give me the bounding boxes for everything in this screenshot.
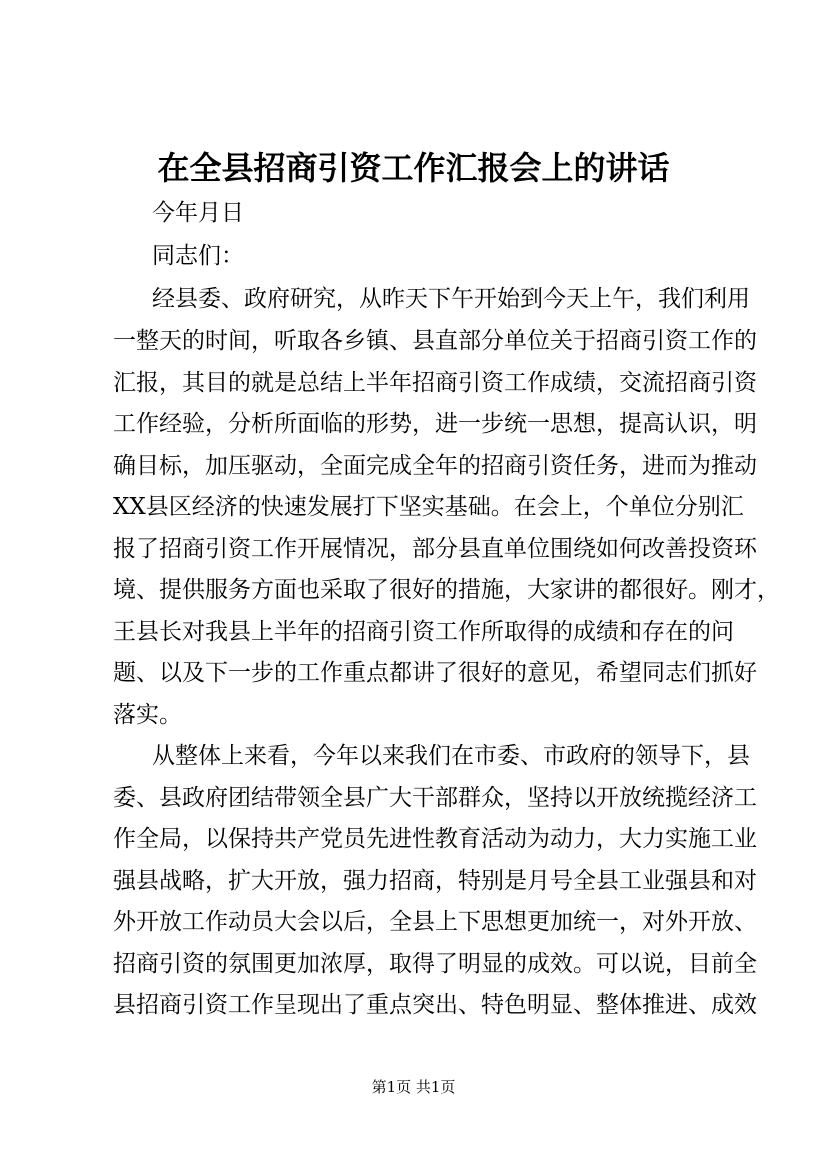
paragraph1-line-7: 报了招商引资工作开展情况，部分县直单位围绕如何改善投资环 [113, 536, 757, 562]
paragraph2-line-5: 外开放工作动员大会以后，全县上下思想更加统一，对外开放、 [113, 909, 757, 935]
page-number-footer: 第1页 共1页 [371, 1078, 456, 1096]
paragraph1-line-5: 确目标，加压驱动，全面完成全年的招商引资任务，进而为推动 [113, 453, 757, 479]
paragraph1-line-8: 境、提供服务方面也采取了很好的措施，大家讲的都很好。刚才， [113, 577, 780, 603]
paragraph2-line-6: 招商引资的氛围更加浓厚，取得了明显的成效。可以说，目前全 [113, 951, 757, 977]
salutation: 同志们： [152, 243, 244, 269]
document-title: 在全县招商引资工作汇报会上的讲话 [157, 149, 670, 187]
paragraph1-line-3: 汇报，其目的就是总结上半年招商引资工作成绩，交流招商引资 [113, 370, 757, 396]
paragraph1-line-1: 经县委、政府研究，从昨天下午开始到今天上午，我们利用 [152, 286, 750, 312]
paragraph1-line-6: XX县区经济的快速发展打下坚实基础。在会上，个单位分别汇 [113, 494, 744, 520]
paragraph1-line-4: 工作经验，分析所面临的形势，进一步统一思想，提高认识，明 [113, 411, 757, 437]
paragraph2-line-3: 作全局，以保持共产党员先进性教育活动为动力，大力实施工业 [113, 826, 757, 852]
paragraph2-line-4: 强县战略，扩大开放，强力招商，特别是月号全县工业强县和对 [113, 868, 757, 894]
paragraph2-line-7: 县招商引资工作呈现出了重点突出、特色明显、整体推进、成效 [113, 992, 757, 1018]
paragraph1-line-10: 题、以及下一步的工作重点都讲了很好的意见，希望同志们抓好 [113, 660, 757, 686]
paragraph2-line-2: 委、县政府团结带领全县广大干部群众，坚持以开放统揽经济工 [113, 785, 757, 811]
paragraph1-line-11: 落实。 [113, 702, 182, 728]
paragraph2-line-1: 从整体上来看，今年以来我们在市委、市政府的领导下，县 [152, 743, 750, 769]
date-line: 今年月日 [152, 200, 244, 226]
paragraph1-line-9: 王县长对我县上半年的招商引资工作所取得的成绩和存在的问 [113, 619, 734, 645]
paragraph1-line-2: 一整天的时间，听取各乡镇、县直部分单位关于招商引资工作的 [113, 328, 757, 354]
